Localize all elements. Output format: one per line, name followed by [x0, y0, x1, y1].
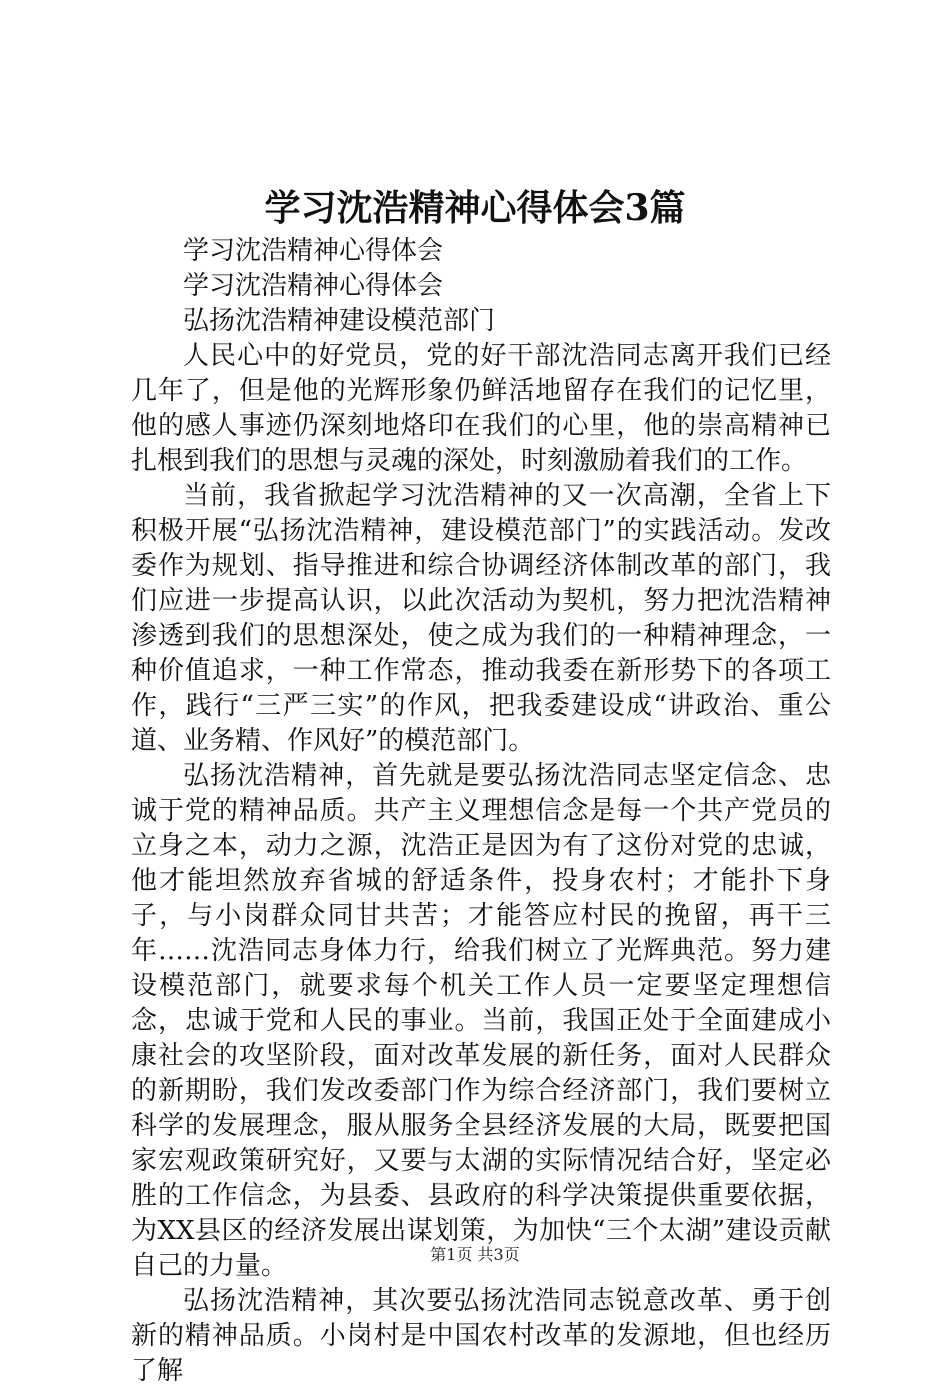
- paragraph-1: 人民心中的好党员，党的好干部沈浩同志离开我们已经几年了，但是他的光辉形象仍鲜活地留存在我们的记忆里，他的感人事迹仍深刻地烙印在我们的心里，他的崇高精神已扎根到我们的思想与灵魂的深处，时刻激励着我们的工作。: [131, 341, 831, 476]
- subheading-3: 弘扬沈浩精神建设模范部门: [183, 306, 496, 336]
- paragraph-2: 当前，我省掀起学习沈浩精神的又一次高潮，全省上下积极开展“弘扬沈浩精神，建设模范部门”的实践活动。发改委作为规划、指导推进和综合协调经济体制改革的部门，我们应进一步提高认识，以此次活动为契机，努力把沈浩精神渗透到我们的思想深处，使之成为我们的一种精神理念，一种价值追求，一种工作常态，推动我委在新形势下的各项工作，践行“三严三实”的作风，把我委建设成“讲政治、重公道、业务精、作风好”的模范部门。: [131, 481, 831, 756]
- page-footer: 第1页 共3页: [430, 1245, 520, 1264]
- subheading-2: 学习沈浩精神心得体会: [183, 271, 444, 301]
- document-title: 学习沈浩精神心得体会3篇: [264, 187, 686, 229]
- document-body: [131, 234, 831, 1389]
- paragraph-4: 弘扬沈浩精神，其次要弘扬沈浩同志锐意改革、勇于创新的精神品质。小岗村是中国农村改革的发源地，但也经历了解: [131, 1286, 831, 1386]
- paragraph-3: 弘扬沈浩精神，首先就是要弘扬沈浩同志坚定信念、忠诚于党的精神品质。共产主义理想信念是每一个共产党员的立身之本，动力之源，沈浩正是因为有了这份对党的忠诚，他才能坦然放弃省城的舒适条件，投身农村；才能扑下身子，与小岗群众同甘共苦；才能答应村民的挽留，再干三年……沈浩同志身体力行，给我们树立了光辉典范。努力建设模范部门，就要求每个机关工作人员一定要坚定理想信念，忠诚于党和人民的事业。当前，我国正处于全面建成小康社会的攻坚阶段，面对改革发展的新任务，面对人民群众的新期盼，我们发改委部门作为综合经济部门，我们要树立科学的发展理念，服从服务全县经济发展的大局，既要把国家宏观政策研究好，又要与太湖的实际情况结合好，坚定必胜的工作信念，为县委、县政府的科学决策提供重要依据，为XX县区的经济发展出谋划策，为加快“三个太湖”建设贡献自己的力量。: [131, 761, 831, 1281]
- subheading-1: 学习沈浩精神心得体会: [183, 236, 444, 266]
